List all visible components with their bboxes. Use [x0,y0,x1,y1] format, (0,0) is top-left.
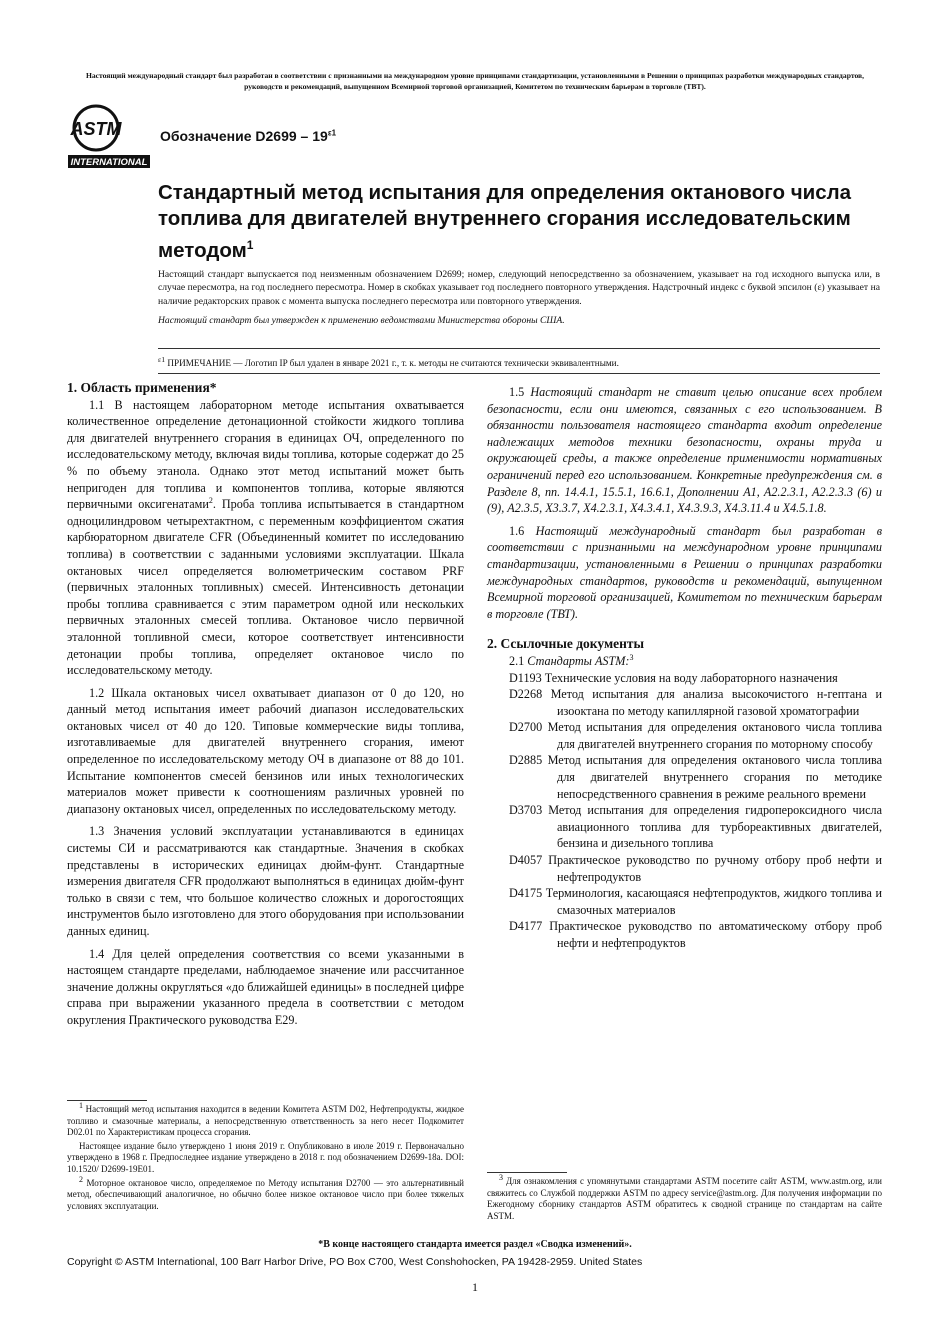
footnotes-left [67,1101,464,1214]
astm-logo [66,101,152,169]
title-text: Стандартный метод испытания для определения октанового числа топлива для двигателей внутреннего сгорания исследовательским методом [158,181,852,262]
reference-item: D4057 Практическое руководство по ручному отбору проб нефти и нефтепродуктов [509,853,882,884]
footnotes-right [487,1173,882,1224]
para-1-1-part-b: . Проба топлива испытывается в стандартном одноцилиндровом четырехтактном, с переменным коэффициентом сжатия карбюраторном двигателе CFR (Объединенный комитет по исследованию топлива) в соответствии с заданными условиями эксплуатации. Шкала октановых чисел определяется волюметрическим составом PRF (первичных эталонных топливных) смесей. Интенсивность детонации пробы топлива сравнивается с этим параметром одной или нескольких первичных эталонных смесей топлива. Октановое число первичной эталонной топливной смеси, которое соответствует интенсивности детонации пробы топлива, определяет октановое число по исследовательскому методу. [67,497,464,678]
reference-item: D2700 Метод испытания для определения октанового числа топлива для двигателей внутреннего сгорания по моторному способу [509,720,882,751]
intro-block [158,268,880,328]
footnote-3-text: Для ознакомления с упомянутыми стандартами ASTM посетите сайт ASTM, www.astm.org, или свяжитесь со Службой поддержки ASTM по адресу service@astm.org. Для получения информации по Ежегодному сборнику стандартов ASTM обратитесь к сводной странице по стандартам на сайте ASTM. [487,1176,882,1221]
astm-logo-text: ASTM [70,119,122,139]
left-column [67,380,464,1035]
footnote-1-text: Настоящий метод испытания находится в ведении Комитета ASTM D02, Нефтепродукты, жидкое топливо и смазочные материалы, а непосредственную ответственность за него несет Подкомитет D02.01 по Характеристикам процесса сгорания. [67,1104,464,1138]
astm-logo-international: INTERNATIONAL [70,157,148,168]
reference-item: D2268 Метод испытания для анализа высокочистого н-гептана и изооктана по методу капиллярной газовой хроматографии [509,687,882,718]
astm-standards-label: Стандарты ASTM: [527,653,630,668]
standard-designation [160,128,336,144]
summary-of-changes-note: *В конце настоящего стандарта имеется раздел «Сводка изменений». [318,1239,632,1250]
issuance-statement: Настоящий стандарт выпускается под неизменным обозначением D2699; номер, следующий непосредственно за обозначением, указывает на год исходного выпуска или, в случае пересмотра, на год последнего пересмотра. Номер в скобках указывает год последнего повторного утверждения. Надстрочный индекс с буквой эпсилон (ε) указывает на наличие редакторских правок с момента выпуска последнего пересмотра или повторного утверждения. [158,269,880,307]
section-2-heading: 2. Ссылочные документы [487,636,645,652]
para-1-5-text: Настоящий стандарт не ставит целью описание всех проблем безопасности, если они имеются, связанных с его использованием. В обязанности пользователя настоящего стандарта входит определение надлежащих методов техники безопасности, охраны труда и окружающей среды, а также определение применимости нормативных ограничений перед его использованием. Конкретные предупреждения см. в Разделе 8, пп. 14.4.1, 15.5.1, 16.6.1, Дополнении A1, A2.2.3.1, A2.2.3.3 (6) и (9), A2.3.5, X3.3.7, X4.2.3.1, X4.3.4.1, X4.3.9.3, X4.3.11.4 и X4.5.1.8. [487,385,882,516]
page-number: 1 [472,1280,478,1294]
footnote-2-text: Моторное октановое число, определяемое по Методу испытания D2700 — это альтернативный метод, обеспечивающий аналогичное, но обычно более низкое октановое число при более тяжелых условиях эксплуатации. [67,1177,464,1211]
reference-item: D3703 Метод испытания для определения гидропероксидного числа авиационного топлива для турбореактивных двигателей, бензина и дизельного топлива [509,803,882,851]
title-footnote-mark: 1 [246,238,254,252]
reference-item: D1193 Технические условия на воду лабораторного назначения [509,670,838,685]
para-1-6-text: Настоящий международный стандарт был разработан в соответствии с признанными на международном уровне принципами стандартизации, установленными в Решении о принципах разработки международных стандартов, руководств и рекомендаций, выпущенном Всемирной торговой организацией, Комитетом по техническим барьерам в торговле (ТВТ). [487,523,883,621]
para-1-2: 1.2 Шкала октановых чисел охватывает диапазон от 0 до 120, но данный метод испытания имеет рабочий диапазон исследовательских октановых чисел от 40 до 120. Типовые коммерческие виды топлива, изготавливаемые для двигателей внутреннего сгорания, имеют определенное по исследовательскому методу ОЧ в диапазоне от 88 до 101. Испытание компонентов смесей бензинов или иных технологических материалов может привести к соотношениям различных уровней по диапазону октановых чисел, определенных по исследовательскому методу. [67,685,464,816]
footnote-2-mark-bottom: 2 [79,1174,83,1184]
dod-approval: Настоящий стандарт был утвержден к применению ведомствами Министерства обороны США. [158,315,565,327]
epsilon-note [158,348,880,374]
footnote-3-ref-mark: 3 [629,652,634,662]
para-1-3: 1.3 Значения условий эксплуатации устанавливаются в единицах системы СИ и рассматриваются как стандартные. Значения в скобках представлены в исторических единицах дюйм-фунт. Стандартные измерения двигателя CFR продолжают выполняться в единицах дюйм-фунт только в связи с тем, что большое количество сложных и дорогостоящих инструментов было изготовлено для этого оборудования при использовании данных единиц. [67,824,464,938]
reference-item: D4177 Практическое руководство по автоматическому отбору проб нефти и нефтепродуктов [509,919,882,950]
para-1-6 [487,523,882,623]
section-1-heading: 1. Область применения* [67,380,217,395]
footnote-1 [67,1101,464,1139]
epsilon-note-text: ПРИМЕЧАНИЕ — Логотип IP был удален в январе 2021 г., т. к. методы не считаются технически эквивалентными. [165,358,619,369]
astm-standards-subheading [487,653,882,670]
reference-item: D4175 Терминология, касающаяся нефтепродуктов, жидкого топлива и смазочных материалов [509,886,882,917]
footnote-3 [487,1173,882,1222]
footnote-2-mark: 2 [208,496,213,506]
footnote-1-edition: Настоящее издание было утверждено 1 июня 2019 г. Опубликовано в июле 2019 г. Первоначально утверждено в 1968 г. Предпоследнее издание утверждено в 2018 г. под обозначением D2699-18a. DOI: 10.1520/ D2699-19E01. [67,1140,464,1174]
designation-epsilon: ε1 [327,128,337,138]
reference-item: D2885 Метод испытания для определения октанового числа топлива для двигателей внутреннего сгорания по методике непосредственного сравнения в режиме реального времени [509,753,882,801]
footnote-3-mark: 3 [499,1173,503,1182]
copyright-line: Copyright © ASTM International, 100 Barr Harbor Drive, PO Box C700, West Conshohocken, PA 19428-2959. United States [67,1256,643,1268]
para-1-1-part-a: 1.1 В настоящем лабораторном методе испытания охватывается количественное определение детонационной стойкости жидкого топлива для двигателей внутреннего сгорания в единицах ОЧ, определенного по исследовательскому методу, включая виды топлива, которые содержат до 25 % по объему этанола. Однако этот метод испытаний может быть непригоден для топлива и компонентов топлива, которые являются первичными оксигенатами [67,397,464,512]
footnote-1-mark: 1 [79,1101,83,1110]
right-column-main [487,384,882,952]
para-1-1 [67,397,464,679]
para-1-6-number: 1.6 [509,523,536,538]
footnote-2 [67,1174,464,1213]
epsilon-note-mark: ε1 [158,355,166,364]
document-title [158,180,878,264]
para-1-5 [487,384,882,517]
para-1-5-number: 1.5 [509,385,531,399]
international-standard-notice: Настоящий международный стандарт был разработан в соответствии с признанными на международном уровне принципами стандартизации, установленными в Решении о принципах разработки международных стандартов, руководств и рекомендаций, выпущенном Всемирной торговой организацией, Комитетом по техническим барьерам в торговле (ТВТ). [85,71,865,91]
astm-standards-number: 2.1 [509,653,528,668]
designation-label: Обозначение D2699 – 19 [160,128,328,144]
para-1-4: 1.4 Для целей определения соответствия со всеми указанными в настоящем стандарте пределами, наблюдаемое значение или рассчитанное значение должны округляться «до ближайшей единицы» в последней цифре справа при выражении указанного предела в соответствии с методом округления Практического руководства E29. [67,946,464,1027]
